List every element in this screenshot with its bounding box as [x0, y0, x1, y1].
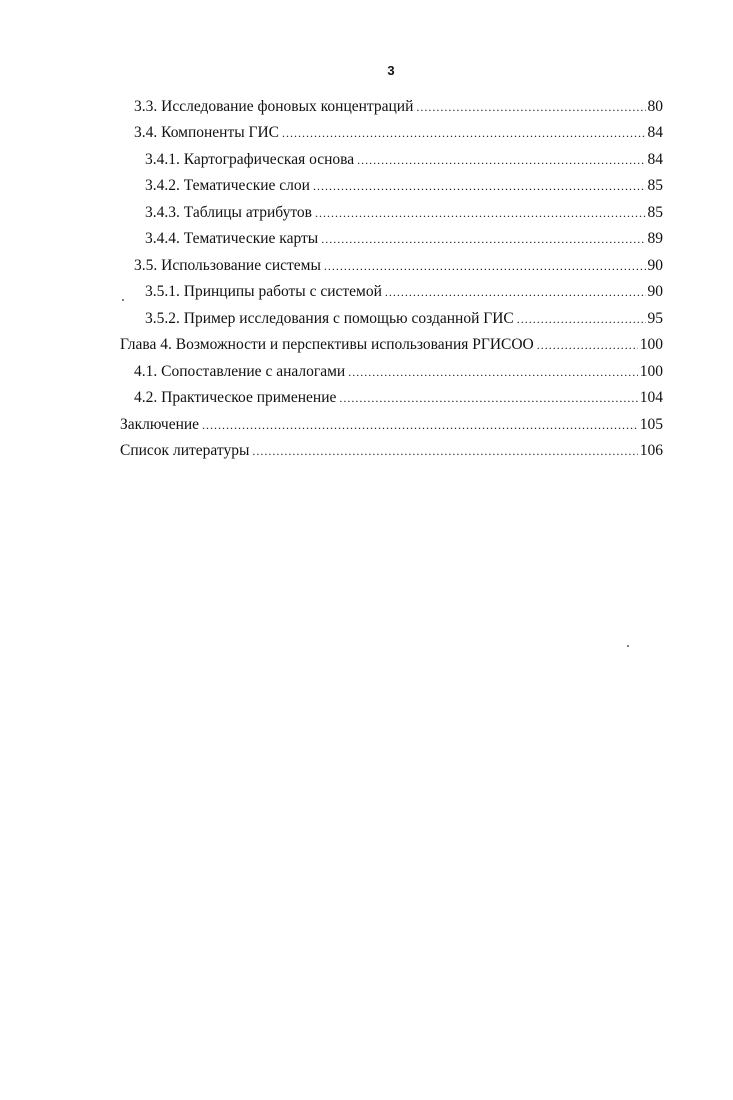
toc-entry-title: 3.5. Использование системы: [134, 257, 321, 274]
toc-entry-page: 90: [647, 257, 663, 274]
toc-entry-3-4-2[interactable]: [145, 173, 663, 199]
page-number: 3: [387, 63, 395, 78]
toc-entry-3-3[interactable]: [134, 94, 663, 120]
toc-entry-3-4-4[interactable]: [145, 226, 663, 252]
toc-entry-page: 85: [647, 177, 663, 194]
toc-entry-page: 85: [647, 204, 663, 221]
toc-entry-3-4-1[interactable]: [145, 147, 663, 173]
toc-entry-title: 3.4.3. Таблицы атрибутов: [145, 204, 312, 221]
toc-entry-title: 3.5.1. Принципы работы с системой: [145, 283, 382, 300]
dot-leader: [321, 226, 645, 252]
toc-entry-page: 104: [639, 389, 663, 406]
toc-entry-page: 89: [647, 230, 663, 247]
toc-entry-page: 105: [639, 416, 663, 433]
toc-entry-3-5[interactable]: [134, 253, 663, 279]
toc-entry-title: 3.4.4. Тематические карты: [145, 230, 319, 247]
dot-leader: [416, 94, 645, 120]
toc-entry-page: 100: [639, 336, 663, 353]
toc-entry-page: 100: [639, 363, 663, 380]
toc-entry-title: 3.5.2. Пример исследования с помощью созданной ГИС: [145, 310, 514, 327]
toc-entry-conclusion[interactable]: [120, 412, 663, 438]
toc-entry-title: 3.4. Компоненты ГИС: [134, 124, 280, 141]
dot-leader: [517, 306, 646, 332]
toc-entry-title: 4.1. Сопоставление с аналогами: [134, 363, 346, 380]
dot-leader: [282, 120, 645, 146]
toc-entry-title: Список литературы: [120, 442, 250, 459]
dot-leader: [357, 147, 645, 173]
toc-entry-page: 80: [647, 98, 663, 115]
toc-entry-title: 3.3. Исследование фоновых концентраций: [134, 98, 414, 115]
toc-entry-3-4[interactable]: [134, 120, 663, 146]
toc-entry-page: 95: [647, 310, 663, 327]
toc-entry-title: Глава 4. Возможности и перспективы использования РГИСОО: [120, 336, 534, 353]
toc-entry-3-4-3[interactable]: [145, 200, 663, 226]
scan-speck: [122, 299, 124, 301]
toc-entry-title: 3.4.2. Тематические слои: [145, 177, 310, 194]
toc-entry-chapter-4[interactable]: [120, 332, 663, 358]
scan-speck: [627, 645, 629, 647]
toc-entry-references[interactable]: [120, 438, 663, 464]
dot-leader: [202, 412, 638, 438]
toc-entry-page: 106: [639, 442, 663, 459]
dot-leader: [339, 385, 637, 411]
toc-entry-page: 84: [647, 124, 663, 141]
toc-entry-title: Заключение: [120, 416, 200, 433]
dot-leader: [385, 279, 646, 305]
toc-entry-title: 3.4.1. Картографическая основа: [145, 151, 355, 168]
dot-leader: [324, 253, 646, 279]
dot-leader: [348, 359, 638, 385]
toc-entry-page: 90: [647, 283, 663, 300]
toc-entry-4-2[interactable]: [134, 385, 663, 411]
dot-leader: [315, 200, 646, 226]
dot-leader: [252, 438, 637, 464]
toc-entry-3-5-1[interactable]: [145, 279, 663, 305]
toc-entry-title: 4.2. Практическое применение: [134, 389, 337, 406]
dot-leader: [313, 173, 646, 199]
toc-entry-3-5-2[interactable]: [145, 306, 663, 332]
toc-entry-4-1[interactable]: [134, 359, 663, 385]
toc-entry-page: 84: [647, 151, 663, 168]
dot-leader: [537, 332, 638, 358]
